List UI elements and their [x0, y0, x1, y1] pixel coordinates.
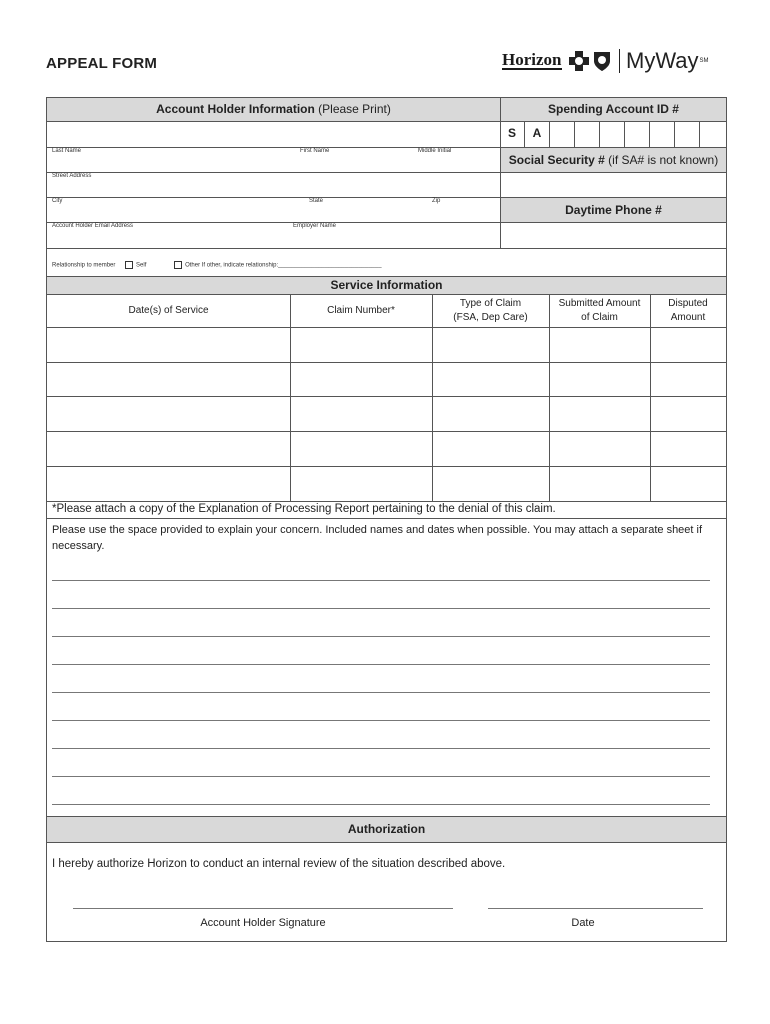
logo-separator	[619, 49, 621, 73]
authorization-text: I hereby authorize Horizon to conduct an internal review of the situation described above.	[52, 858, 506, 870]
spending-account-header: Spending Account ID #	[500, 98, 726, 122]
explain-instructions: Please use the space provided to explain your concern. Included names and dates when possible. You may attach a separate sheet if necessary.	[52, 524, 703, 552]
authorization-header: Authorization	[47, 816, 726, 843]
phone-input[interactable]	[501, 223, 726, 248]
relationship-row	[52, 261, 382, 269]
street-label: Street Address	[52, 173, 92, 179]
self-checkbox[interactable]	[125, 261, 133, 269]
form-title: APPEAL FORM	[46, 55, 158, 72]
attach-note: *Please attach a copy of the Explanation of Processing Report pertaining to the denial of this claim.	[52, 503, 556, 515]
employer-label: Employer Name	[293, 223, 337, 229]
col-dates-of-service: Date(s) of Service	[128, 305, 209, 316]
rule	[47, 172, 500, 173]
col-submitted-amount: Submitted Amount of Claim	[558, 298, 641, 323]
email-label: Account Holder Email Address	[52, 223, 134, 229]
col-type-of-claim: Type of Claim (FSA, Dep Care)	[453, 298, 528, 323]
service-row[interactable]	[47, 363, 726, 396]
id-prefix-s: S	[507, 126, 516, 140]
other-checkbox[interactable]	[174, 261, 182, 269]
signature-label: Account Holder Signature	[200, 917, 326, 929]
first-name-label: First Name	[300, 148, 330, 154]
relationship-label: Relationship to member	[52, 262, 116, 269]
service-row[interactable]	[47, 397, 726, 431]
account-holder-header: Account Holder Information (Please Print)	[47, 98, 500, 122]
self-label: Self	[136, 262, 147, 269]
middle-initial-label: Middle Initial	[418, 148, 452, 154]
service-info-header: Service Information	[47, 276, 726, 295]
zip-label: Zip	[432, 198, 441, 204]
col-disputed-amount: Disputed Amount	[668, 298, 708, 323]
other-label: Other If other, indicate relationship:_______________________________	[185, 262, 382, 269]
signature-line[interactable]	[73, 908, 453, 909]
spending-id-input[interactable]	[550, 123, 726, 147]
rule	[47, 248, 726, 249]
service-row[interactable]	[47, 328, 726, 362]
appeal-form	[46, 97, 727, 942]
city-label: City	[52, 198, 63, 204]
logo-brand: Horizon	[502, 50, 562, 69]
logo-service-mark: SM	[699, 58, 709, 64]
ssn-header: Social Security # (if SA# is not known)	[500, 147, 726, 173]
last-name-label: Last Name	[52, 148, 82, 154]
logo-product: MyWay	[626, 48, 699, 73]
state-label: State	[309, 198, 324, 204]
phone-header: Daytime Phone #	[500, 197, 726, 223]
cross-shield-icon	[568, 50, 611, 72]
ssn-input[interactable]	[501, 173, 726, 197]
id-prefix-a: A	[532, 126, 542, 140]
date-label: Date	[571, 917, 595, 929]
service-row[interactable]	[47, 467, 726, 501]
date-line[interactable]	[488, 908, 703, 909]
explanation-textarea[interactable]	[47, 558, 726, 814]
horizon-myway-logo	[502, 44, 709, 78]
service-row[interactable]	[47, 432, 726, 466]
col-claim-number: Claim Number*	[327, 305, 395, 316]
